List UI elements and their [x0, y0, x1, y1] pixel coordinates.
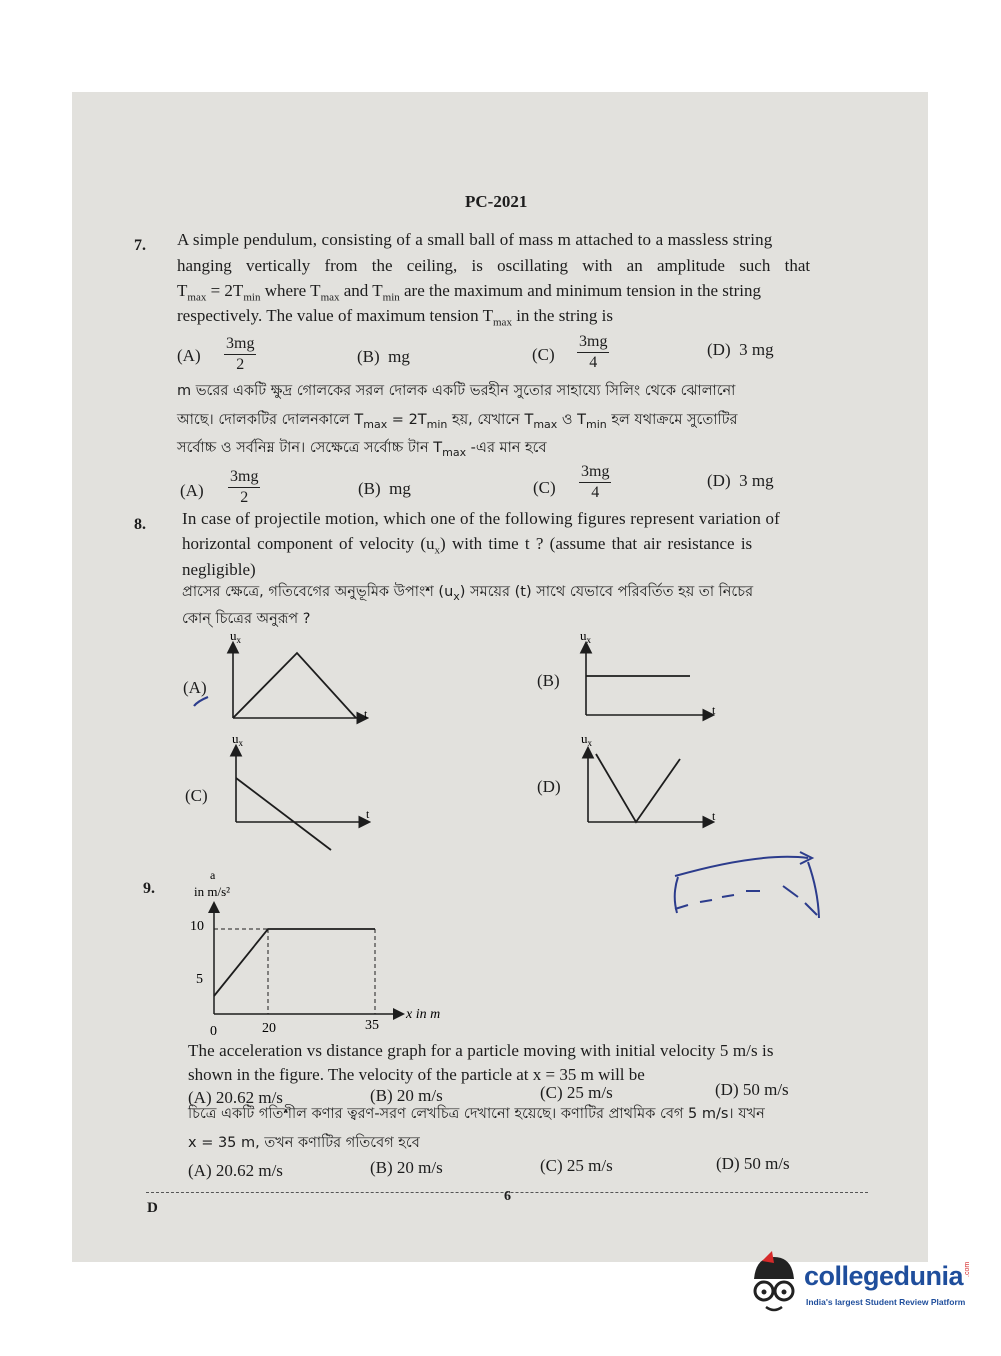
q9-curve — [214, 929, 375, 996]
q7-en-line4: respectively. The value of maximum tension $T_{max}$ in the string is — [177, 306, 614, 329]
graph-c-y-label: $u_x$ — [232, 731, 243, 748]
q7-en-line3: $T_{max} = 2T_{min}$ where $T_{max}$ and $T_{min}$ are the maximum and minimum tension in the string — [177, 281, 761, 304]
q7-bn-line3: সর্বোচ্চ ও সর্বনিম্ন টান। সেক্ষেত্রে সর্বোচ্চ টান $T_{max}$ -এর মান হবে — [177, 440, 547, 459]
q7-bn-option-b[interactable]: (B) mg — [358, 479, 411, 498]
graph-c-x-label: t — [366, 807, 370, 821]
q9-x-tick-20: 20 — [262, 1021, 276, 1036]
q7-option-c-label[interactable]: (C) — [532, 345, 555, 364]
q7-en-line2: hanging vertically from the ceiling, is oscillating with an amplitude such that — [177, 256, 811, 275]
graph-d-x-label: t — [712, 809, 716, 823]
q9-option-d[interactable]: (D) 50 m/s — [715, 1080, 789, 1099]
q7-option-b[interactable]: (B) mg — [357, 347, 410, 366]
q9-x-tick-0: 0 — [210, 1024, 217, 1039]
q9-bn-option-d[interactable]: (D) 50 m/s — [716, 1154, 790, 1173]
graph-a-y-label: $u_x$ — [230, 628, 241, 645]
q9-bn-option-c[interactable]: (C) 25 m/s — [540, 1156, 613, 1175]
q9-x-label: x in m — [406, 1007, 441, 1022]
q7-en-line1: A simple pendulum, consisting of a small ball of mass m attached to a massless string — [177, 230, 773, 249]
collegedunia-logo — [744, 1251, 976, 1321]
q8-en-line1: In case of projectile motion, which one of the following figures represent variation of — [182, 509, 781, 528]
q9-bn-option-b[interactable]: (B) 20 m/s — [370, 1158, 443, 1177]
graph-d-y-label: $u_x$ — [581, 731, 592, 748]
q8-bn-line1: প্রাসের ক্ষেত্রে, গতিবেগের অনুভূমিক উপাংশ $(u_x)$ সময়ের (t) সাথে যেভাবে পরিবর্তিত হয় তা নিচের — [182, 584, 754, 603]
q9-option-c[interactable]: (C) 25 m/s — [540, 1083, 613, 1102]
q7-bn-option-c-label[interactable]: (C) — [533, 478, 556, 497]
graph-a-x-label: t — [364, 707, 368, 721]
q9-en-line2: shown in the figure. The velocity of the particle at x = 35 m will be — [188, 1065, 645, 1084]
q8-en-line3: negligible) — [182, 560, 256, 579]
q9-bn-option-a[interactable]: (A) 20.62 m/s — [188, 1161, 283, 1180]
q9-y-tick-10: 10 — [190, 919, 204, 934]
paper-code: PC-2021 — [465, 192, 528, 211]
mascot-icon — [744, 1251, 804, 1321]
logo-tagline: India's largest Student Review Platform — [806, 1297, 966, 1307]
q9-y-label-1: a — [210, 868, 216, 882]
q9-option-a[interactable]: (A) 20.62 m/s — [188, 1088, 283, 1107]
q9-en-line1: The acceleration vs distance graph for a particle moving with initial velocity 5 m/s is — [188, 1041, 774, 1060]
graph-a-label[interactable]: (A) — [183, 678, 207, 697]
q9-y-tick-5: 5 — [196, 972, 203, 987]
graph-b-x-label: t — [712, 703, 716, 717]
graph-c-label[interactable]: (C) — [185, 786, 208, 805]
q7-bn-option-a-label[interactable]: (A) — [180, 481, 204, 500]
q7-option-a-fraction[interactable]: $\frac{3mg}{2}$ — [226, 335, 255, 373]
q7-number: 7. — [134, 237, 146, 254]
q9-option-b[interactable]: (B) 20 m/s — [370, 1086, 443, 1105]
q7-option-a-label[interactable]: (A) — [177, 346, 201, 365]
graph-b-label[interactable]: (B) — [537, 671, 560, 690]
q9-y-label-2: in m/s² — [194, 884, 231, 899]
q9-bn-line2: x = 35 m, তখন কণাটির গতিবেগ হবে — [188, 1135, 420, 1151]
graph-d-label[interactable]: (D) — [537, 777, 561, 796]
q7-bn-line1: m ভরের একটি ক্ষুদ্র গোলকের সরল দোলক একটি ভরহীন সুতোর সাহায্যে সিলিং থেকে ঝোলানো — [177, 383, 736, 399]
page-number: 6 — [504, 1189, 511, 1204]
logo-wordmark: collegedunia — [804, 1261, 964, 1291]
q9-bn-line1: চিত্রে একটি গতিশীল কণার ত্বরণ-সরণ লেখচিত্র দেখানো হয়েছে। কণাটির প্রাথমিক বেগ 5 m/s। যখন — [188, 1106, 765, 1122]
q7-option-d[interactable]: (D) 3 mg — [707, 340, 774, 359]
q8-bn-line2: কোন্ চিত্রের অনুরূপ ? — [182, 611, 311, 627]
q9-number: 9. — [143, 880, 155, 897]
graph-b-y-label: $u_x$ — [580, 628, 591, 645]
q7-bn-option-a-fraction[interactable]: $\frac{3mg}{2}$ — [230, 468, 259, 506]
series-code: D — [147, 1200, 158, 1216]
q9-x-tick-35: 35 — [365, 1018, 379, 1033]
q8-en-line2: horizontal component of velocity $(u_x)$ with time t ? (assume that air resistance is — [182, 534, 753, 557]
q8-number: 8. — [134, 516, 146, 533]
logo-dotcom: .com — [964, 1261, 971, 1277]
q7-bn-option-c-fraction[interactable]: $\frac{3mg}{4}$ — [581, 463, 610, 501]
q7-bn-option-d[interactable]: (D) 3 mg — [707, 471, 774, 490]
q7-bn-line2: আছে। দোলকটির দোলনকালে $T_{max} = 2T_{min}$ হয়, যেখানে $T_{max}$ ও $T_{min}$ হল যথাক্রমে সুতোটির — [177, 412, 738, 431]
q7-option-c-fraction[interactable]: $\frac{3mg}{4}$ — [579, 333, 608, 371]
